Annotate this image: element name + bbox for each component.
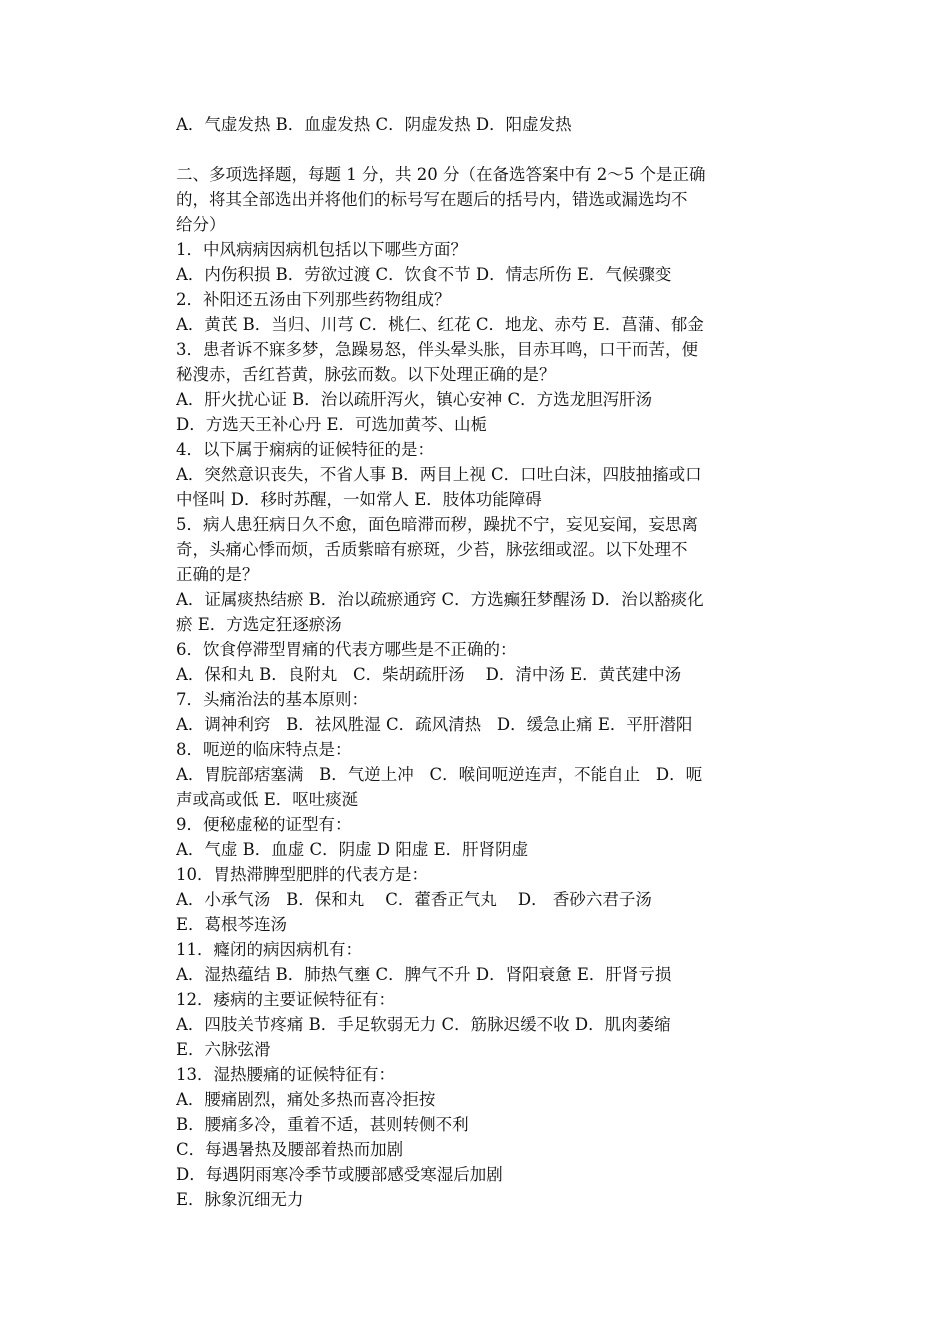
question-line: 4．以下属于痫病的证候特征的是： <box>176 440 434 459</box>
section-heading-line: 二、多项选择题，每题 1 分，共 20 分（在备选答案中有 2～5 个是正确 <box>176 165 706 184</box>
question-line: 正确的是？ <box>176 565 259 584</box>
question-line: 8．呃逆的临床特点是： <box>176 740 352 759</box>
question-line: A．气虚 B．血虚 C．阴虚 D 阳虚 E．肝肾阴虚 <box>176 840 529 859</box>
paragraph-gap <box>176 137 786 162</box>
question-line: B．腰痛多冷，重着不适，甚则转侧不利 <box>176 1115 469 1134</box>
question-line: 1．中风病病因病机包括以下哪些方面？ <box>176 240 467 259</box>
question-line: 7．头痛治法的基本原则： <box>176 690 368 709</box>
question-line: D．方选天王补心丹 E．可选加黄芩、山栀 <box>176 415 488 434</box>
question-line: 12．痿病的主要证候特征有： <box>176 990 395 1009</box>
section-heading-line: 的，将其全部选出并将他们的标号写在题后的括号内，错选或漏选均不 <box>176 190 688 209</box>
question-line: A．内伤积损 B．劳欲过渡 C．饮食不节 D．情志所伤 E．气候骤变 <box>176 265 672 284</box>
question-line: C．每遇暑热及腰部着热而加剧 <box>176 1140 404 1159</box>
question-line: 2．补阳还五汤由下列那些药物组成？ <box>176 290 451 309</box>
question-line: A．四肢关节疼痛 B．手足软弱无力 C．筋脉迟缓不收 D．肌肉萎缩 <box>176 1015 671 1034</box>
question-line: A．腰痛剧烈，痛处多热而喜冷拒按 <box>176 1090 436 1109</box>
question-line: A．黄芪 B．当归、川芎 C．桃仁、红花 C．地龙、赤芍 E．菖蒲、郁金 <box>176 315 704 334</box>
question-line: 10．胃热滞脾型肥胖的代表方是： <box>176 865 428 884</box>
question-line: 中怪叫 D．移时苏醒，一如常人 E．肢体功能障碍 <box>176 490 542 509</box>
document-page <box>176 112 786 1212</box>
question-line: 13．湿热腰痛的证候特征有： <box>176 1065 395 1084</box>
question-line: A．证属痰热结瘀 B．治以疏瘀通窍 C．方选癫狂梦醒汤 D．治以豁痰化 <box>176 590 704 609</box>
question-line: 3．患者诉不寐多梦，急躁易怒，伴头晕头胀，目赤耳鸣，口干而苦，便 <box>176 340 698 359</box>
previous-question-options: A．气虚发热 B．血虚发热 C．阴虚发热 D．阳虚发热 <box>176 115 572 134</box>
question-line: A．调神利窍 B．祛风胜湿 C．疏风清热 D．缓急止痛 E．平肝潜阳 <box>176 715 693 734</box>
section-heading <box>176 162 786 237</box>
question-line: E．六脉弦滑 <box>176 1040 271 1059</box>
question-line: 声或高或低 E．呕吐痰涎 <box>176 790 359 809</box>
question-line: D．每遇阴雨寒冷季节或腰部感受寒湿后加剧 <box>176 1165 503 1184</box>
question-line: 秘溲赤，舌红苔黄，脉弦而数。以下处理正确的是？ <box>176 365 556 384</box>
question-line: A．小承气汤 B．保和丸 C．藿香正气丸 D． 香砂六君子汤 <box>176 890 652 909</box>
question-line: A．胃脘部痞塞满 B．气逆上冲 C．喉间呃逆连声，不能自止 D．呃 <box>176 765 703 784</box>
question-line: E．葛根芩连汤 <box>176 915 288 934</box>
question-line: 奇，头痛心悸而烦，舌质紫暗有瘀斑，少苔，脉弦细或涩。以下处理不 <box>176 540 688 559</box>
question-line: A．肝火扰心证 B．治以疏肝泻火，镇心安神 C．方选龙胆泻肝汤 <box>176 390 653 409</box>
question-line: 瘀 E．方选定狂逐瘀汤 <box>176 615 342 634</box>
question-line: 6．饮食停滞型胃痛的代表方哪些是不正确的： <box>176 640 517 659</box>
question-line: 11．癃闭的病因病机有： <box>176 940 362 959</box>
question-line: 5．病人患狂病日久不愈，面色暗滞而秽，躁扰不宁，妄见妄闻，妄思离 <box>176 515 698 534</box>
question-line: A．保和丸 B．良附丸 C．柴胡疏肝汤 D．清中汤 E．黄芪建中汤 <box>176 665 682 684</box>
question-line: A．湿热蕴结 B．肺热气壅 C．脾气不升 D．肾阳衰惫 E．肝肾亏损 <box>176 965 672 984</box>
question-line: A．突然意识丧失，不省人事 B．两目上视 C．口吐白沫，四肢抽搐或口 <box>176 465 702 484</box>
question-list <box>176 237 786 1212</box>
section-heading-line: 给分） <box>176 215 226 234</box>
question-line: 9．便秘虚秘的证型有： <box>176 815 352 834</box>
question-line: E．脉象沉细无力 <box>176 1190 304 1209</box>
